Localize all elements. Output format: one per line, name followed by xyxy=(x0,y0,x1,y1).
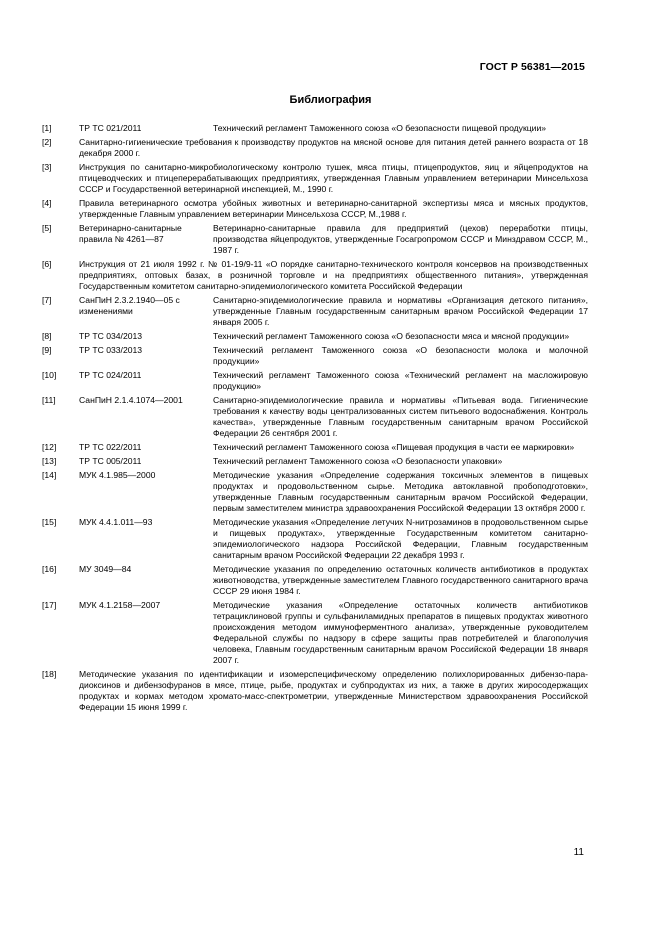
bibliography-list xyxy=(42,123,588,716)
entry-description: Технический регламент Таможенного союза «О безопасности молока и молочной продукции» xyxy=(213,345,588,366)
entry-description: Методические указания «Определение летучих N-нитрозаминов в продовольственном сырье и пищевых продуктах», утвержденные Государственным комитетом санитарно-эпидемиологического надзора Российской Федерации, Главным государственным санитарным врачом Российской Федерации 22 декабря 1993 г. xyxy=(213,517,588,560)
entry-code: МУ 3049—84 xyxy=(79,564,132,574)
bibliography-entry xyxy=(42,470,588,514)
entry-text: Санитарно-гигиенические требования к производству продуктов на мясной основе для питания детей раннего возраста от 18 декабря 2000 г. xyxy=(79,137,588,158)
bibliography-entry xyxy=(42,600,588,666)
page-number: 11 xyxy=(573,847,584,858)
bibliography-entry xyxy=(42,517,588,561)
bibliography-entry xyxy=(42,395,588,439)
bibliography-entry xyxy=(42,198,588,220)
bibliography-entry xyxy=(42,331,588,342)
entry-code: ТР ТС 033/2013 xyxy=(79,345,143,355)
bibliography-entry xyxy=(42,223,588,256)
bibliography-entry xyxy=(42,162,588,195)
entry-description: Санитарно-эпидемиологические правила и нормативы «Питьевая вода. Гигиенические требования к качеству воды централизованных систем питьевого водоснабжения. Контроль качества», утвержденные Главным государственным санитарным врачом Российской Федерации 26 сентября 2001 г. xyxy=(213,395,588,438)
entry-number: [13] xyxy=(42,456,57,466)
entry-code: МУК 4.1.985—2000 xyxy=(79,470,156,480)
bibliography-entry xyxy=(42,345,588,367)
entry-number: [6] xyxy=(42,259,52,269)
entry-number: [3] xyxy=(42,162,52,172)
bibliography-entry xyxy=(42,259,588,292)
entry-description: Технический регламент Таможенного союза «Пищевая продукция в части ее маркировки» xyxy=(213,442,575,452)
entry-code: МУК 4.4.1.011—93 xyxy=(79,517,153,527)
entry-text: Правила ветеринарного осмотра убойных животных и ветеринарно-санитарной экспертизы мяса и мясных продуктов, утвержденные Главным управлением ветеринарии Минсельхоза СССР, М.,1988 г. xyxy=(79,198,588,219)
entry-number: [18] xyxy=(42,669,57,679)
document-id: ГОСТ Р 56381—2015 xyxy=(479,61,585,73)
entry-text: Инструкция от 21 июля 1992 г. № 01-19/9-11 «О порядке санитарно-технического контроля консервов на производственных предприятиях, оптовых базах, в розничной торговле и на предприятиях общественного питания», утвержденная Государственным комитетом санитарно-эпидемиологического комитета Российской Федерации xyxy=(79,259,588,291)
entry-description: Методические указания «Определение остаточных количеств антибиотиков тетрациклиновой группы и сульфаниламидных препаратов в пищевых продуктах животного происхождения методом иммуноферментного анализа», утвержденные руководителем Федеральной службы по надзору в сфере защиты прав потребителей и благополучия человека, Главным государственным санитарным врачом Российской Федерации 18 января 2007 г. xyxy=(213,600,588,665)
entry-description: Методические указания по определению остаточных количеств антибиотиков в продуктах животноводства, утвержденные заместителем Главного государственного санитарного врача СССР 29 июня 1984 г. xyxy=(213,564,588,596)
entry-number: [15] xyxy=(42,517,57,527)
entry-description: Технический регламент Таможенного союза «О безопасности упаковки» xyxy=(213,456,503,466)
entry-description: Технический регламент Таможенного союза «О безопасности пищевой продукции» xyxy=(213,123,547,133)
bibliography-entry xyxy=(42,295,588,328)
entry-text: Инструкция по санитарно-микробиологическому контролю тушек, мяса птицы, птицепродуктов, яиц и яйцепродуктов на птицеводческих и птицеперерабатывающих предприятиях, утвержденная Главным управлением ветеринарии Минсельхоза СССР и Государственной ветеринарной инспекцией, М., 1990 г. xyxy=(79,162,588,194)
entry-text: Методические указания по идентификации и изомерспецифическому определению полихлорированных дибензо-пара-диоксинов и дибензофуранов в мясе, птице, рыбе, продуктах и субпродуктах из них, а также в других жиросодержащих продуктах и кормах методом хромато-масс-спектрометрии, утвержденные Министерством здравоохранения Российской Федерации 15 июня 1999 г. xyxy=(79,669,588,712)
entry-number: [8] xyxy=(42,331,52,341)
bibliography-entry xyxy=(42,442,588,453)
entry-number: [12] xyxy=(42,442,57,452)
bibliography-entry xyxy=(42,564,588,597)
entry-number: [10] xyxy=(42,370,57,380)
entry-number: [7] xyxy=(42,295,52,305)
entry-number: [17] xyxy=(42,600,57,610)
entry-number: [16] xyxy=(42,564,57,574)
entry-code: ТР ТС 022/2011 xyxy=(79,442,142,452)
bibliography-entry xyxy=(42,669,588,713)
entry-code: СанПиН 2.1.4.1074—2001 xyxy=(79,395,183,405)
entry-description: Ветеринарно-санитарные правила для предприятий (цехов) переработки птицы, производства яйцепродуктов, утвержденные Госагропромом СССР и Минздравом СССР, М., 1987 г. xyxy=(213,223,588,255)
entry-code: ТР ТС 005/2011 xyxy=(79,456,142,466)
entry-number: [5] xyxy=(42,223,52,233)
entry-code: ТР ТС 024/2011 xyxy=(79,370,142,380)
bibliography-entry xyxy=(42,123,588,134)
bibliography-entry xyxy=(42,137,588,159)
entry-description: Методические указания «Определение содержания токсичных элементов в пищевых продуктах и продовольственном сырье. Методика автоклавной пробоподготовки», утвержденные Главным государственным санитарным врачом Российской Федерации, первым заместителем министра здравоохранения Российской Федерации 13 октября 2000 г. xyxy=(213,470,588,513)
entry-code: ТР ТС 034/2013 xyxy=(79,331,143,341)
bibliography-entry xyxy=(42,456,588,467)
entry-number: [1] xyxy=(42,123,52,133)
entry-number: [14] xyxy=(42,470,57,480)
entry-description: Технический регламент Таможенного союза «Технический регламент на масложировую продукцию» xyxy=(213,370,588,391)
entry-code: МУК 4.1.2158—2007 xyxy=(79,600,161,610)
entry-number: [9] xyxy=(42,345,52,355)
entry-code: Ветеринарно-санитарные правила № 4261—87 xyxy=(79,223,182,244)
entry-number: [2] xyxy=(42,137,52,147)
entry-number: [11] xyxy=(42,395,56,405)
bibliography-entry xyxy=(42,370,588,392)
entry-description: Санитарно-эпидемиологические правила и нормативы «Организация детского питания», утвержденные Главным государственным санитарным врачом Российской Федерации 17 января 2005 г. xyxy=(213,295,588,327)
page-title: Библиография xyxy=(289,94,372,106)
entry-code: СанПиН 2.3.2.1940—05 с изменениями xyxy=(79,295,180,316)
entry-code: ТР ТС 021/2011 xyxy=(79,123,142,133)
entry-description: Технический регламент Таможенного союза «О безопасности мяса и мясной продукции» xyxy=(213,331,570,341)
entry-number: [4] xyxy=(42,198,52,208)
